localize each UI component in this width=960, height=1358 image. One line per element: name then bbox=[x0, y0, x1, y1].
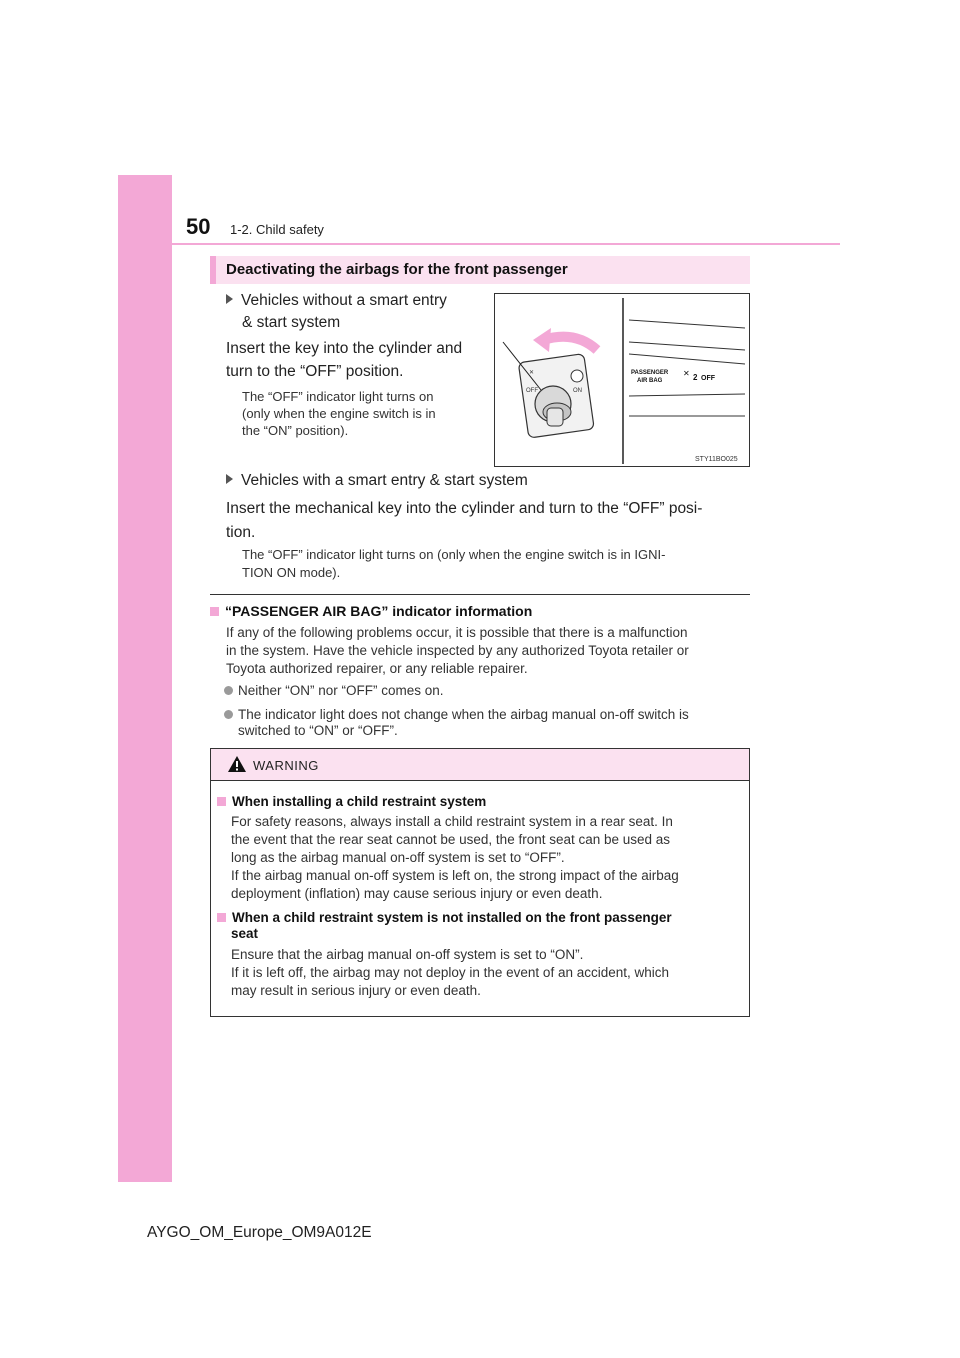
info-paragraph bbox=[226, 624, 689, 678]
triangle-bullet-icon bbox=[226, 474, 233, 484]
panel-status: OFF bbox=[701, 375, 715, 382]
side-band bbox=[118, 175, 172, 1182]
info-para-line: If any of the following problems occur, it is possible that there is a malfunction bbox=[226, 625, 688, 640]
info-item-continued: switched to “ON” or “OFF”. bbox=[238, 723, 398, 738]
square-bullet-icon bbox=[217, 797, 226, 806]
page-number: 50 bbox=[186, 214, 211, 239]
airbag-switch-figure bbox=[494, 293, 750, 467]
key-off-label: OFF bbox=[526, 388, 538, 394]
header-rule bbox=[118, 243, 840, 245]
section-heading-text: Deactivating the airbags for the front passenger bbox=[226, 261, 568, 278]
bullet-line: Vehicles with a smart entry & start system bbox=[241, 472, 528, 489]
section-heading bbox=[210, 256, 750, 284]
square-bullet-icon bbox=[217, 913, 226, 922]
note-line: (only when the engine switch is in bbox=[242, 406, 436, 421]
warning-header bbox=[211, 749, 749, 781]
warning-line: the event that the rear seat cannot be used, the front seat can be used as bbox=[231, 832, 671, 847]
note-line: the “ON” position). bbox=[242, 423, 349, 438]
figure-code: STY11BO025 bbox=[695, 456, 738, 463]
info-title bbox=[210, 603, 532, 619]
warning-item-title bbox=[217, 909, 672, 926]
info-para-line: Toyota authorized repairer, or any reliable repairer. bbox=[226, 661, 528, 676]
instruction-line: Insert the mechanical key into the cylinder and turn to the “OFF” posi- bbox=[226, 500, 703, 517]
key-on-label: ON bbox=[573, 388, 582, 394]
warning-item-body bbox=[231, 813, 743, 903]
warning-item-body bbox=[231, 946, 743, 1000]
note-line: TION ON mode). bbox=[242, 565, 341, 580]
warning-item-title bbox=[217, 794, 486, 809]
bullet-with-smart-entry bbox=[226, 469, 528, 492]
warning-item-title-text: When a child restraint system is not installed on the front passenger bbox=[232, 910, 672, 925]
warning-line: long as the airbag manual on-off system is set to “OFF”. bbox=[231, 850, 565, 865]
warning-line: deployment (inflation) may cause serious injury or even death. bbox=[231, 886, 603, 901]
panel-number: 2 bbox=[693, 373, 698, 382]
bullet-line: Vehicles without a smart entry bbox=[241, 292, 447, 309]
warning-triangle-icon bbox=[227, 755, 247, 773]
warning-item-title-continued: seat bbox=[231, 926, 259, 941]
square-bullet-icon bbox=[210, 607, 219, 616]
svg-text:✕: ✕ bbox=[529, 370, 535, 376]
footer-document-code: AYGO_OM_Europe_OM9A012E bbox=[147, 1224, 372, 1241]
panel-label-line1: PASSENGER bbox=[631, 370, 669, 376]
info-title-text: “PASSENGER AIR BAG” indicator information bbox=[225, 603, 533, 619]
warning-box bbox=[210, 748, 750, 1017]
info-item-text: Neither “ON” nor “OFF” comes on. bbox=[238, 683, 444, 698]
instruction-line: turn to the “OFF” position. bbox=[226, 363, 404, 380]
note-line: The “OFF” indicator light turns on (only when the engine switch is in IGNI- bbox=[242, 547, 666, 562]
info-item bbox=[224, 683, 444, 699]
svg-text:✕: ✕ bbox=[683, 369, 690, 378]
warning-line: If the airbag manual on-off system is left on, the strong impact of the airbag bbox=[231, 868, 679, 883]
dot-bullet-icon bbox=[224, 686, 233, 695]
instruction-line: Insert the key into the cylinder and bbox=[226, 340, 463, 357]
instruction-line: tion. bbox=[226, 524, 256, 541]
warning-line: Ensure that the airbag manual on-off system is set to “ON”. bbox=[231, 947, 584, 962]
bullet-line2: & start system bbox=[242, 314, 341, 331]
bullet-without-smart-entry bbox=[226, 289, 486, 312]
note-line: The “OFF” indicator light turns on bbox=[242, 389, 434, 404]
warning-line: If it is left off, the airbag may not deploy in the event of an accident, which bbox=[231, 965, 670, 980]
warning-title: WARNING bbox=[253, 758, 319, 773]
section-title: 1-2. Child safety bbox=[230, 222, 324, 237]
warning-line: may result in serious injury or even death. bbox=[231, 983, 481, 998]
warning-line: For safety reasons, always install a child restraint system in a rear seat. In bbox=[231, 814, 673, 829]
warning-item-title-text: When installing a child restraint system bbox=[232, 794, 487, 809]
airbag-switch-illustration bbox=[495, 294, 749, 466]
triangle-bullet-icon bbox=[226, 294, 233, 304]
info-para-line: in the system. Have the vehicle inspected by any authorized Toyota retailer or bbox=[226, 643, 689, 658]
dot-bullet-icon bbox=[224, 710, 233, 719]
panel-label-line2: AIR BAG bbox=[637, 378, 663, 384]
section-divider bbox=[210, 594, 750, 595]
info-item-text: The indicator light does not change when the airbag manual on-off switch is bbox=[238, 707, 689, 722]
info-item bbox=[224, 706, 689, 723]
